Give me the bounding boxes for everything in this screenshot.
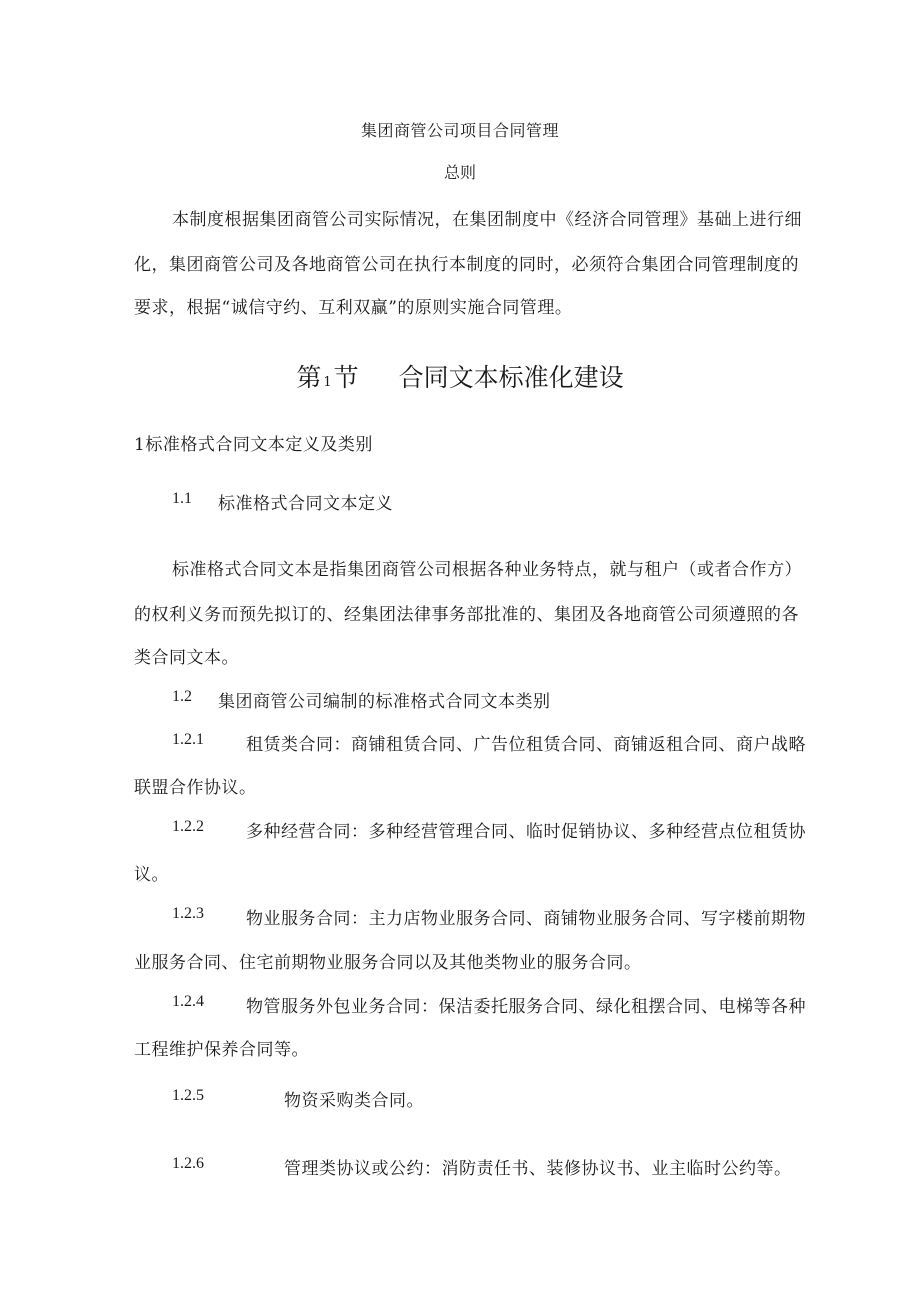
item-number: 1.2.1 bbox=[172, 731, 204, 748]
heading-1-2-number: 1.2 bbox=[172, 688, 192, 705]
section-heading bbox=[0, 358, 920, 394]
section-title: 合同文本标准化建设 bbox=[398, 363, 624, 392]
heading-1: 1标准格式合同文本定义及类别 bbox=[134, 435, 373, 455]
item-number: 1.2.6 bbox=[172, 1155, 204, 1172]
section-suffix: 节 bbox=[333, 363, 359, 392]
definition-line-1: 标准格式合同文本是指集团商管公司根据各种业务特点，就与租户（或者合作方） bbox=[172, 560, 802, 580]
item-text-rest: 工程维护保养合同等。 bbox=[134, 1040, 309, 1060]
item-text-first: 租赁类合同：商铺租赁合同、广告位租赁合同、商铺返租合同、商户战略 bbox=[246, 735, 806, 755]
section-number: 1 bbox=[323, 375, 332, 390]
document-title: 集团商管公司项目合同管理 bbox=[360, 121, 559, 140]
heading-1-1-text: 标准格式合同文本定义 bbox=[218, 494, 393, 514]
item-number: 1.2.5 bbox=[172, 1087, 204, 1104]
definition-line-3: 类合同文本。 bbox=[134, 648, 239, 668]
item-text-first: 物管服务外包业务合同：保洁委托服务合同、绿化租摆合同、电梯等各种 bbox=[246, 997, 806, 1017]
intro-line-3: 要求，根据“诚信守约、互利双赢”的原则实施合同管理。 bbox=[134, 298, 573, 318]
item-text-first: 物业服务合同：主力店物业服务合同、商铺物业服务合同、写字楼前期物 bbox=[246, 909, 806, 929]
item-text-first: 多种经营合同：多种经营管理合同、临时促销协议、多种经营点位租赁协 bbox=[246, 822, 806, 842]
item-number: 1.2.3 bbox=[172, 905, 204, 922]
definition-line-2: 的权利义务而预先拟订的、经集团法律事务部批准的、集团及各地商管公司须遵照的各 bbox=[134, 605, 799, 625]
section-prefix: 第 bbox=[296, 363, 322, 392]
item-text-first: 管理类协议或公约：消防责任书、装修协议书、业主临时公约等。 bbox=[284, 1159, 792, 1179]
item-text-rest: 议。 bbox=[134, 865, 169, 885]
intro-line-2: 化，集团商管公司及各地商管公司在执行本制度的同时，必须符合集团合同管理制度的 bbox=[134, 255, 799, 275]
heading-1-2-text: 集团商管公司编制的标准格式合同文本类别 bbox=[218, 692, 551, 712]
heading-1-1-number: 1.1 bbox=[172, 490, 192, 507]
item-text-rest: 联盟合作协议。 bbox=[134, 778, 257, 798]
intro-line-1: 本制度根据集团商管公司实际情况，在集团制度中《经济合同管理》基础上进行细 bbox=[172, 210, 802, 230]
item-text-first: 物资采购类合同。 bbox=[284, 1091, 424, 1111]
item-number: 1.2.2 bbox=[172, 818, 204, 835]
item-number: 1.2.4 bbox=[172, 993, 204, 1010]
item-text-rest: 业服务合同、住宅前期物业服务合同以及其他类物业的服务合同。 bbox=[134, 953, 642, 973]
document-subtitle: 总则 bbox=[443, 163, 476, 182]
